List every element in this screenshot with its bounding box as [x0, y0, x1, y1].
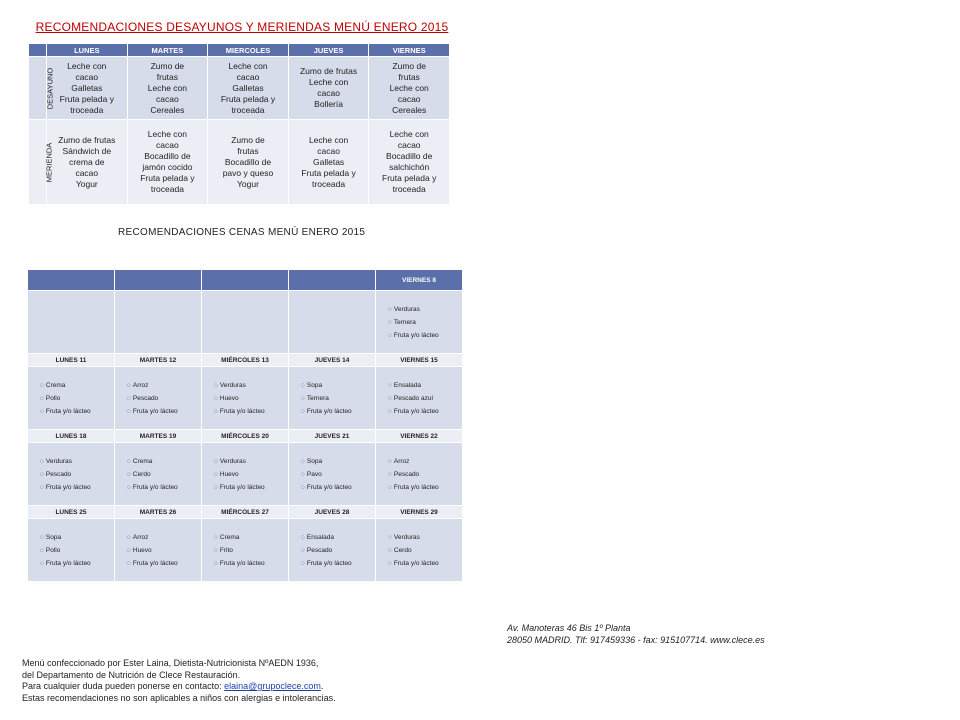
dinner-list: [202, 531, 288, 570]
dinner-list: [115, 455, 201, 494]
dinner-cell: [28, 367, 115, 430]
dinner-list: [289, 455, 375, 494]
menu-line: frutas: [156, 71, 179, 82]
header-corner: [29, 44, 47, 57]
menu-line: cacao: [236, 71, 260, 82]
dinner-cell: [289, 519, 376, 582]
menu-cell: [47, 57, 128, 120]
dinner-title: RECOMENDACIONES CENAS MENÚ ENERO 2015: [118, 227, 366, 238]
day-header: JUEVES 14: [289, 354, 376, 367]
dinner-item: ◌ Pollo: [40, 544, 114, 557]
day-header: [28, 270, 115, 291]
week-header-row: [28, 354, 463, 367]
footer-line: Estas recomendaciones no son aplicables a niños con alergias e intolerancias.: [22, 692, 336, 703]
dinner-item: ◌ Cerdo: [388, 544, 462, 557]
dinner-item: ◌ Fruta y/o lácteo: [40, 405, 114, 418]
day-header: JUEVES 28: [289, 506, 376, 519]
dinner-item: ◌ Crema: [214, 531, 288, 544]
menu-line: Zumo de frutas: [299, 66, 358, 76]
menu-line: cacao: [75, 71, 99, 82]
dinner-item: ◌ Arroz: [127, 531, 201, 544]
dinner-item: ◌ Fruta y/o lácteo: [214, 557, 288, 570]
dinner-list: [28, 531, 114, 570]
dinner-item: ◌ Pescado: [127, 392, 201, 405]
menu-line: frutas: [237, 145, 259, 156]
dinner-cell: [28, 519, 115, 582]
week-menu-row: [28, 367, 463, 430]
dinner-list: [376, 455, 462, 494]
menu-line: Zumo de: [392, 60, 426, 71]
dinner-item: ◌ Arroz: [388, 455, 462, 468]
menu-line: troceada: [70, 104, 104, 115]
day-header: [115, 270, 202, 291]
dinner-list: [115, 531, 201, 570]
dinner-item: ◌ Verduras: [40, 455, 114, 468]
menu-line: cacao: [317, 145, 340, 156]
menu-cell: [288, 57, 369, 120]
row-label: [29, 57, 55, 120]
menu-line: Fruta pelada y: [59, 93, 114, 104]
dinner-item: ◌ Fruta y/o lácteo: [301, 405, 375, 418]
day-header: MARTES 19: [115, 430, 202, 443]
contact-email-link[interactable]: elaina@grupoclece.com: [224, 681, 321, 691]
dinner-item: ◌ Crema: [127, 455, 201, 468]
dinner-item: ◌ Fruta y/o lácteo: [388, 481, 462, 494]
dinner-item: ◌ Fruta y/o lácteo: [388, 329, 462, 342]
dinner-item: ◌ Huevo: [214, 392, 288, 405]
row-label-text: MERIENDA: [44, 142, 54, 182]
dinner-cell: [115, 519, 202, 582]
header-day: JUEVES: [288, 44, 369, 57]
dinner-list: [376, 531, 462, 570]
dinner-list: [28, 455, 114, 494]
day-header: VIERNES 29: [376, 506, 463, 519]
menu-line: cacao: [156, 93, 179, 104]
company-address: [507, 622, 765, 646]
dinner-item: ◌ Fruta y/o lácteo: [127, 405, 201, 418]
dinner-item: ◌ Fruta y/o lácteo: [214, 405, 288, 418]
dinner-cell: [28, 443, 115, 506]
menu-line: Leche con: [308, 134, 349, 145]
menu-line: Sándwich de: [62, 145, 112, 156]
dinner-item: ◌ Fruta y/o lácteo: [388, 405, 462, 418]
menu-line: cacao: [317, 88, 340, 98]
row-label: [29, 120, 54, 205]
day-header: MIÉRCOLES 20: [202, 430, 289, 443]
dinner-item: ◌ Fruta y/o lácteo: [388, 557, 462, 570]
dinner-item: ◌ Pavo: [301, 468, 375, 481]
footer-contact-prefix: Para cualquier duda pueden ponerse en contacto:: [22, 681, 225, 691]
menu-line: Leche con: [228, 60, 268, 71]
header-day: MARTES: [127, 44, 208, 57]
dinner-item: ◌ Huevo: [127, 544, 201, 557]
menu-line: Galletas: [312, 156, 345, 167]
dinner-cell: [28, 291, 115, 354]
dinner-cell: [202, 443, 289, 506]
footer-line: del Departamento de Nutrición de Clece Restauración.: [22, 669, 241, 680]
address-line: 28050 MADRID. Tlf: 917459336 - fax: 915107714. www.clece.es: [507, 635, 765, 645]
week-menu-row: [28, 291, 463, 354]
dinner-cell: [202, 367, 289, 430]
dinner-cell: [289, 291, 376, 354]
menu-line: Yogur: [237, 178, 259, 189]
menu-line: Leche con: [389, 129, 429, 139]
dinner-item: ◌ Frito: [214, 544, 288, 557]
dinner-cell: [376, 519, 463, 582]
snack-row: [29, 120, 450, 205]
week-header-row: [28, 430, 463, 443]
footer-note: [22, 658, 336, 704]
menu-line: troceada: [312, 178, 346, 189]
dinner-list: [376, 379, 462, 418]
dinner-item: ◌ Verduras: [388, 303, 462, 316]
dinner-item: ◌ Fruta y/o lácteo: [301, 481, 375, 494]
dinner-list: [115, 379, 201, 418]
day-header: MIÉRCOLES 13: [202, 354, 289, 367]
dinner-item: ◌ Pescado: [301, 544, 375, 557]
dinner-list: [289, 531, 375, 570]
dinner-item: ◌ Sopa: [40, 531, 114, 544]
dinner-item: ◌ Ternera: [388, 316, 462, 329]
footer-line: Menú confeccionado por Ester Laina, Dietista-Nutricionista NºAEDN 1936,: [22, 658, 319, 668]
dinner-list: [202, 455, 288, 494]
breakfast-header-row: [29, 44, 450, 57]
menu-line: Zumo de: [150, 60, 185, 71]
dinner-item: ◌ Pescado: [40, 468, 114, 481]
dinner-item: ◌ Cerdo: [127, 468, 201, 481]
dinner-item: ◌ Fruta y/o lácteo: [40, 481, 114, 494]
menu-line: Leche con: [147, 82, 187, 93]
menu-line: Fruta pelada y: [140, 173, 195, 183]
dinner-item: ◌ Huevo: [214, 468, 288, 481]
menu-line: troceada: [392, 184, 426, 194]
dinner-item: ◌ Fruta y/o lácteo: [127, 481, 201, 494]
breakfast-row: [29, 57, 450, 120]
dinner-list: [289, 379, 375, 418]
menu-line: Leche con: [308, 77, 349, 87]
dinner-cell: [115, 291, 202, 354]
dinner-item: ◌ Sopa: [301, 379, 375, 392]
dinner-item: ◌ Verduras: [214, 455, 288, 468]
menu-line: Fruta pelada y: [382, 173, 437, 183]
menu-line: troceada: [231, 104, 265, 115]
dinner-item: ◌ Fruta y/o lácteo: [214, 481, 288, 494]
dinner-cell: [115, 367, 202, 430]
breakfast-snack-table: [28, 43, 450, 205]
day-header: VIERNES 15: [376, 354, 463, 367]
dinner-cell: [376, 367, 463, 430]
menu-line: Fruta pelada y: [220, 93, 276, 104]
menu-line: cacao: [397, 93, 421, 104]
menu-cell: [369, 57, 450, 120]
menu-line: jamón cocido: [142, 162, 193, 172]
dinner-item: ◌ Pescado: [388, 468, 462, 481]
week-header-row: [28, 270, 463, 291]
menu-line: Bocadillo de: [386, 151, 433, 161]
dinner-item: ◌ Pescado azul: [388, 392, 462, 405]
menu-line: Leche con: [67, 60, 107, 71]
day-header: VIERNES 22: [376, 430, 463, 443]
dinner-item: ◌ Verduras: [214, 379, 288, 392]
dinner-item: ◌ Pollo: [40, 392, 114, 405]
menu-line: Fruta pelada y: [301, 167, 356, 178]
day-header: LUNES 18: [28, 430, 115, 443]
menu-line: crema de: [69, 156, 105, 167]
menu-line: cacao: [397, 140, 421, 150]
menu-line: Zumo de: [231, 134, 265, 145]
dinner-item: ◌ Arroz: [127, 379, 201, 392]
header-day: VIERNES: [369, 44, 450, 57]
menu-line: Galletas: [71, 82, 103, 93]
day-header: MARTES 12: [115, 354, 202, 367]
menu-cell: [369, 120, 450, 205]
week-menu-row: [28, 443, 463, 506]
dinner-item: ◌ Fruta y/o lácteo: [127, 557, 201, 570]
week-menu-row: [28, 519, 463, 582]
menu-cell: [208, 120, 289, 205]
menu-line: Bollería: [314, 99, 343, 109]
row-label-text: DESAYUNO: [45, 67, 55, 109]
week-header-row: [28, 506, 463, 519]
dinner-item: ◌ Ternera: [301, 392, 375, 405]
dinner-cell: [289, 443, 376, 506]
menu-line: salchichón: [389, 162, 430, 172]
day-header: [202, 270, 289, 291]
dinner-item: ◌ Fruta y/o lácteo: [40, 557, 114, 570]
day-header: LUNES 25: [28, 506, 115, 519]
dinner-item: ◌ Verduras: [388, 531, 462, 544]
menu-line: cacao: [156, 140, 179, 150]
menu-line: Cereales: [392, 104, 427, 115]
menu-cell: [127, 120, 208, 205]
menu-line: troceada: [150, 184, 184, 194]
menu-cell: [47, 120, 128, 205]
menu-line: frutas: [398, 71, 420, 82]
footer-contact-line: [22, 681, 336, 693]
header-day: MIERCOLES: [208, 44, 289, 57]
day-header: [289, 270, 376, 291]
dinner-cell: [289, 367, 376, 430]
day-header: MIÉRCOLES 27: [202, 506, 289, 519]
dinner-item: ◌ Fruta y/o lácteo: [301, 557, 375, 570]
dinner-list: [28, 379, 114, 418]
dinner-item: ◌ Sopa: [301, 455, 375, 468]
address-line: Av. Manoteras 46 Bis 1º Planta: [507, 623, 631, 633]
menu-line: Cereales: [150, 104, 185, 115]
day-header: JUEVES 21: [289, 430, 376, 443]
menu-line: Zumo de frutas: [58, 134, 116, 145]
day-header: VIERNES 8: [376, 270, 463, 291]
menu-line: Leche con: [389, 82, 429, 93]
dinner-item: ◌ Ensalada: [388, 379, 462, 392]
day-header: LUNES 11: [28, 354, 115, 367]
menu-line: Bocadillo de: [224, 156, 272, 167]
header-day: LUNES: [47, 44, 128, 57]
dinner-cell: [376, 443, 463, 506]
dinner-cell: [115, 443, 202, 506]
menu-line: pavo y queso: [222, 167, 274, 178]
dinner-list: [376, 303, 462, 342]
menu-line: Galletas: [232, 82, 264, 93]
menu-line: Bocadillo de: [144, 151, 191, 161]
breakfast-title: RECOMENDACIONES DESAYUNOS Y MERIENDAS MENÚ ENERO 2015: [35, 20, 449, 34]
day-header: MARTES 26: [115, 506, 202, 519]
dinner-cell: [202, 519, 289, 582]
dinner-item: ◌ Ensalada: [301, 531, 375, 544]
dinner-item: ◌ Crema: [40, 379, 114, 392]
menu-line: Leche con: [147, 129, 187, 139]
menu-cell: [127, 57, 208, 120]
dinner-cell: [376, 291, 463, 354]
menu-line: cacao: [75, 167, 99, 178]
menu-cell: [288, 120, 369, 205]
dinner-table: [27, 269, 463, 582]
dinner-cell: [202, 291, 289, 354]
footer-contact-suffix: .: [320, 681, 324, 691]
menu-cell: [208, 57, 289, 120]
menu-line: Yogur: [75, 178, 98, 189]
dinner-list: [202, 379, 288, 418]
